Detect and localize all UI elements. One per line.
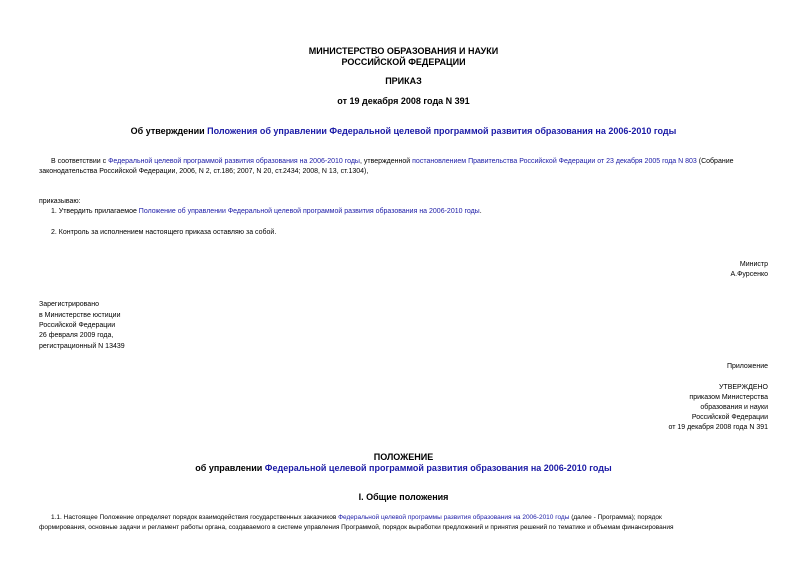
registration-line: Зарегистрировано: [39, 301, 99, 308]
appendix-label: Приложение: [726, 363, 768, 370]
polozhenie-subtitle: [0, 463, 807, 474]
registration-line: 26 февраля 2009 года,: [39, 332, 114, 339]
appendix-line: Российской Федерации: [691, 414, 768, 421]
doc-title-link[interactable]: Положения об управлении Федеральной целевой программой развития образования на 2006-2010 годы: [207, 126, 677, 136]
decree-link[interactable]: постановлением Правительства Российской Федерации от 23 декабря 2005 года N 803: [412, 158, 697, 165]
ministry-line2: РОССИЙСКОЙ ФЕДЕРАЦИИ: [341, 57, 466, 67]
p11-text-a: 1.1. Настоящее Положение определяет порядок взаимодействия государственных заказчиков: [51, 514, 339, 521]
order-item-1-text: 1. Утвердить прилагаемое: [51, 208, 139, 215]
appendix-line: от 19 декабря 2008 года N 391: [668, 424, 768, 431]
polozhenie-program-link[interactable]: Федеральной целевой программой развития образования на 2006-2010 годы: [264, 463, 612, 473]
appendix-line: приказом Министерства: [689, 394, 768, 401]
registration-line: регистрационный N 13439: [39, 343, 125, 350]
order-item-1-end: .: [479, 208, 482, 215]
section-heading: I. Общие положения: [358, 492, 449, 502]
doc-date-number: от 19 декабря 2008 года N 391: [337, 96, 470, 106]
p11-program-link[interactable]: Федеральной целевой программы развития образования на 2006-2010 годы: [338, 514, 570, 521]
intro-text-a: В соответствии с: [51, 158, 109, 165]
order-item-2: 2. Контроль за исполнением настоящего приказа оставляю за собой.: [51, 229, 277, 236]
intro-text-b: , утвержденной: [359, 158, 413, 165]
p11-line1: [51, 513, 768, 523]
program-link[interactable]: Федеральной целевой программой развития образования на 2006-2010 годы: [108, 158, 360, 165]
ministry-line1: МИНИСТЕРСТВО ОБРАЗОВАНИЯ И НАУКИ: [308, 46, 499, 56]
polozhenie-title: ПОЛОЖЕНИЕ: [373, 452, 434, 462]
approved-label: УТВЕРЖДЕНО: [718, 384, 768, 391]
registration-line: Российской Федерации: [39, 322, 116, 329]
prikazyvayu: приказываю:: [39, 198, 81, 205]
intro-line2: законодательства Российской Федерации, 2006, N 2, ст.186; 2007, N 20, ст.2434; 2008, N 13, ст.1304),: [39, 168, 369, 175]
doc-title-prefix: Об утверждении: [130, 126, 208, 136]
doc-title: [0, 126, 807, 137]
signature-name: А.Фурсенко: [730, 271, 768, 278]
p11-line2: формирования, основные задачи и регламент работы органа, создаваемого в системе управления Программой, порядок выработки предложений и принятия решений по тематике и объемам финансирования: [39, 524, 674, 531]
order-item-1: [51, 207, 482, 217]
registration-line: в Министерстве юстиции: [39, 312, 121, 319]
signature-position: Министр: [739, 261, 768, 268]
p11-text-b: (далее - Программа); порядок: [569, 514, 662, 521]
intro-line1: [51, 157, 734, 167]
appendix-line: образования и науки: [700, 404, 768, 411]
polozhenie-subtitle-prefix: об управлении: [195, 463, 265, 473]
doc-type: ПРИКАЗ: [385, 76, 422, 86]
polozhenie-link[interactable]: Положение об управлении Федеральной целевой программой развития образования на 2006-2010 годы: [138, 208, 480, 215]
intro-text-c: (Собрание: [696, 158, 734, 165]
